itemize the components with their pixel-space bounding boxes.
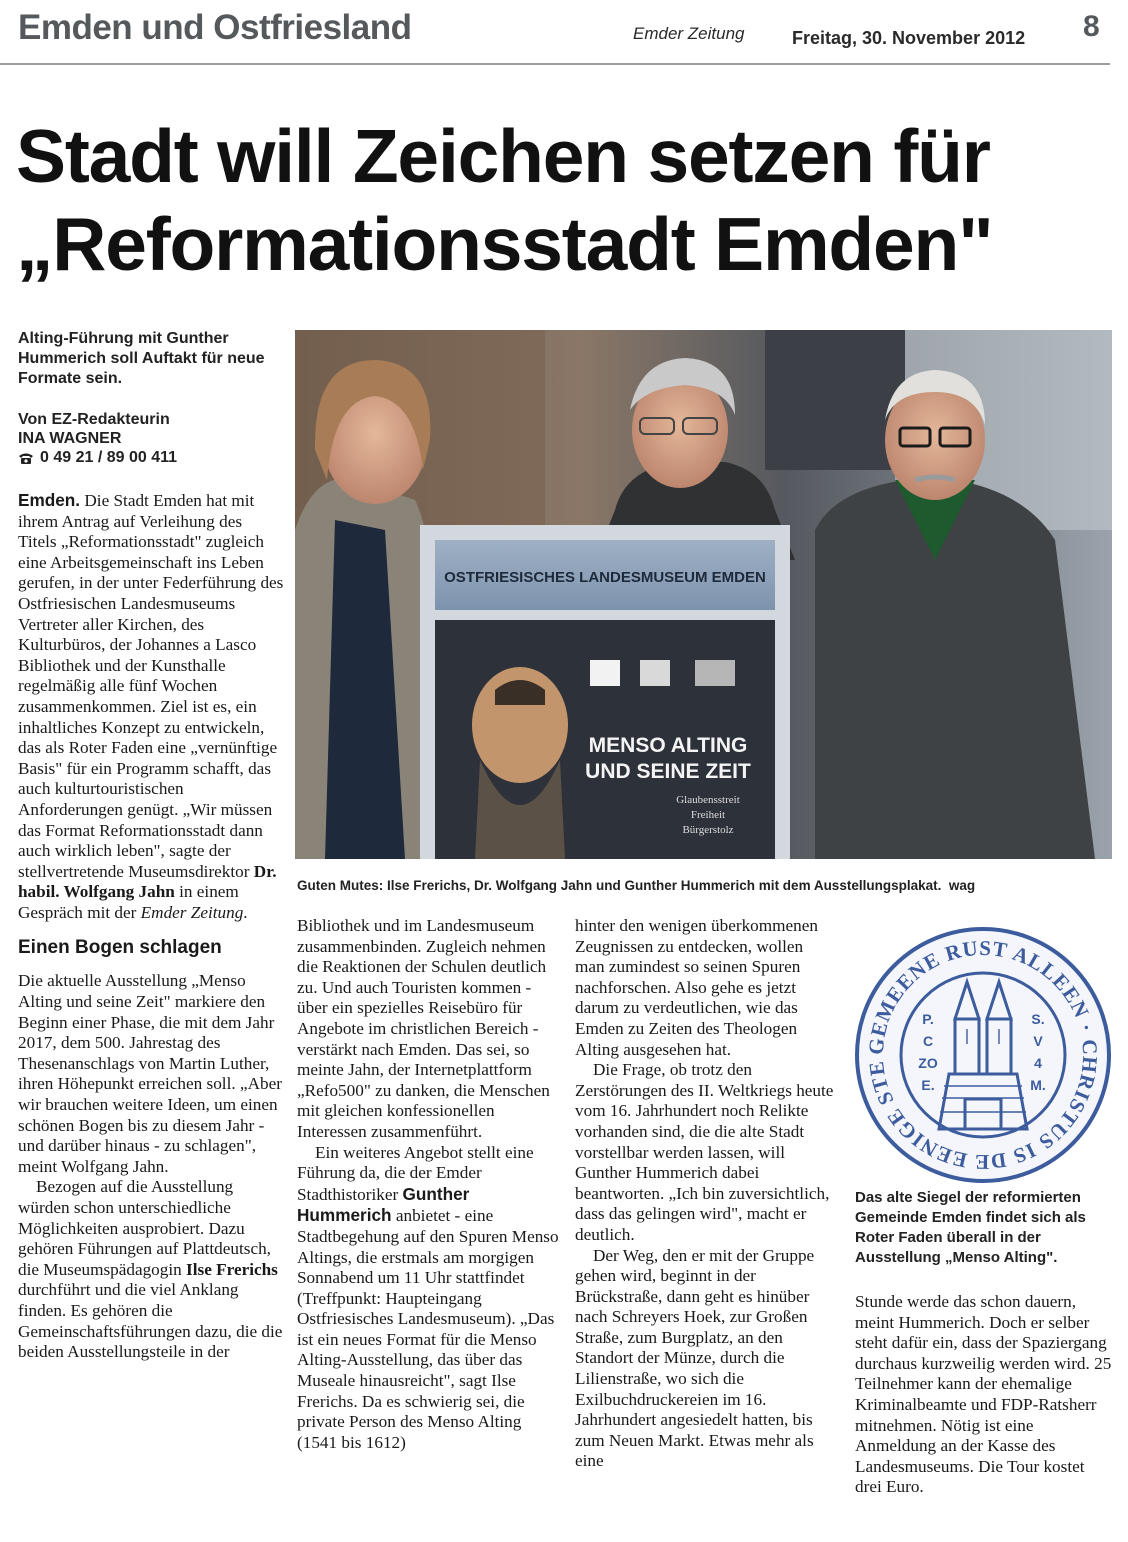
paragraph: Stunde werde das schon dauern, meint Hummerich. Doch er selber steht dafür ein, dass der Spaziergang durchaus kurzweilig werden wird. 25 Teilnehmer kann der ehemalige Kriminalbeamte und FDP-Ratsherr mitnehmen. Nötig ist eine Anmeldung an der Kasse des Landesmuseums. Die Tour kostet drei Euro. — [855, 1292, 1112, 1497]
text-run: anbietet - eine Stadtbegehung auf den Spuren Menso Altings, die erstmals am morgigen Sonnabend um 11 Uhr stattfindet (Treffpunkt: Haupteingang Ostfriesisches Landesmuseum). „Das ist ein neues Format für die Menso Alting-Ausstellung, das über das Museale hinausreicht", sagt Ilse Frerichs. Da es schwierig sei, die private Person des Menso Alting (1541 bis 1612) — [297, 1206, 559, 1452]
seal-letter: P. — [922, 1011, 934, 1027]
paragraph: Die Frage, ob trotz den Zerstörungen des II. Weltkriegs heute vom 16. Jahrhundert noch Relikte vorhanden sind, die die alte Stadt vorstellbar werden lassen, will Gunther Hummerich dabei beantworten. „Ich bin zuversichtlich, dass das gelingen wird", macht er deutlich. — [575, 1060, 834, 1244]
text-run: Die Stadt Emden hat mit ihrem Antrag auf Verleihung des Titels „Reformationsstadt" zugleich eine Arbeitsgemeinschaft ins Leben gerufen, in der unter Federführung des Ostfriesischen Landesmuseums Vertreter aller Kirchen, des Kulturbüros, der Johannes a Lasco Bibliothek und der Kunsthalle regelmäßig alle fünf Wochen zusammenkommen. Ziel ist es, ein inhaltliches Konzept zu entwickeln, das als Roter Faden eine „vernünftige Basis" für ein Programm schafft, das auch kulturtouristischen Anforderungen genügt. „Wir müssen das Format Reformationsstadt dann auch wirklich leben", sagte der stellvertretende Museumsdirektor — [18, 491, 284, 881]
article-column-2 — [297, 916, 559, 1453]
paragraph-intro — [18, 490, 284, 923]
paragraph — [297, 1143, 559, 1454]
byline-author: INA WAGNER — [18, 430, 122, 447]
paragraph: Der Weg, den er mit der Gruppe gehen wird, beginnt in der Brückstraße, dann geht es hinüber nach Schreyers Hoek, zur Großen Straße, zum Burgplatz, an den Standort der Münze, durch die Lilienstraße, wo sich die Exilbuchdruckereien im 16. Jahrhundert angesiedelt hatten, bis zum Neuen Markt. Etwas mehr als eine — [575, 1245, 815, 1471]
poster-title-1: MENSO ALTING — [588, 734, 748, 757]
seal-letter: C — [922, 1033, 934, 1049]
headline — [16, 112, 1116, 288]
page-header — [0, 0, 1128, 66]
header-rule — [0, 63, 1110, 65]
article-column-3 — [575, 916, 837, 1472]
seal-ring-text: GEMEENE RUST ALLEEN · CHRISTUS IS DE EENIGE STE — [863, 935, 1103, 1175]
byline-role: Von EZ-Redakteurin — [18, 411, 170, 428]
telephone-icon — [18, 452, 34, 464]
person-name: Ilse Frerichs — [186, 1259, 278, 1279]
article-column-1 — [18, 490, 284, 1363]
dateline: Emden. — [18, 490, 81, 510]
seal-letter: V — [1033, 1033, 1043, 1049]
photo-caption — [297, 878, 1117, 893]
page-number: 8 — [1083, 10, 1100, 43]
text-run: Bezogen auf die Ausstellung würden schon unterschiedliche Möglichkeiten ausprobiert. Dazu gehören Führungen auf Plattdeutsch, die Museumspädagogin — [18, 1177, 271, 1279]
issue-date: Freitag, 30. November 2012 — [792, 28, 1026, 48]
text-run: Ein weiteres Angebot stellt eine Führung da, die der Emder Stadthistoriker — [297, 1142, 534, 1204]
paragraph — [18, 1177, 284, 1362]
text-run: durchführt und die viel Anklang finden. Es gehören die Gemeinschaftsführungen dazu, die die beiden Ausstellungsteile in der — [18, 1280, 283, 1362]
headline-line-1: Stadt will Zeichen setzen für — [16, 114, 990, 198]
seal-letter: E. — [921, 1077, 935, 1093]
poster-title-2: UND SEINE ZEIT — [585, 760, 751, 783]
museum-sign-text: OSTFRIESISCHES LANDESMUSEUM EMDEN — [444, 569, 766, 586]
byline — [18, 410, 286, 467]
seal-letter: ZO — [918, 1055, 938, 1071]
seal-letter: M. — [1030, 1077, 1046, 1093]
seal-letter: S. — [1031, 1011, 1045, 1027]
section-title: Emden und Ostfriesland — [18, 8, 412, 47]
paragraph: Die aktuelle Ausstellung „Menso Alting und seine Zeit" markiere den Beginn einer Phase, die mit dem Jahr 2017, dem 500. Jahrestag des Thesenanschlags von Martin Luther, ihren Höhepunkt erreichen soll. „Aber wir brauchen weitere Ideen, um einen schönen Bogen bis zu diesem Jahr - und darüber hinaus - zu schlagen", meint Wolfgang Jahn. — [18, 971, 282, 1176]
poster-subtitle-3: Bürgerstolz — [682, 824, 734, 836]
byline-phone — [18, 448, 286, 467]
poster-subtitle-1: Glaubensstreit — [676, 794, 740, 806]
kicker: Alting-Führung mit Gunther Hummerich soll Auftakt für neue Formate sein. — [18, 330, 265, 387]
text-run: in einem Gespräch mit der — [18, 882, 239, 922]
paragraph: Bibliothek und im Landesmuseum zusammenbinden. Zugleich nehmen die Reaktionen der Schulen deutlich zu. Und auch Touristen kommen - über ein spezielles Reisebüro für Angebote im christlichen Bereich - verstärkt nach Emden. Das sei, so meinte Jahn, der Internetplattform „Refo500" zu danken, die Menschen mit gleichen konfessionellen Interessen zusammenführt. — [297, 916, 550, 1141]
newspaper-reference: Emder Zeitung — [140, 902, 244, 922]
article-photo — [295, 330, 1112, 859]
text-run: . — [243, 902, 248, 922]
photo-caption-text: Guten Mutes: Ilse Frerichs, Dr. Wolfgang Jahn und Gunther Hummerich mit dem Ausstellungsplakat. — [297, 878, 942, 893]
photo-credit: wag — [948, 878, 976, 893]
paragraph: hinter den wenigen überkommenen Zeugnissen zu entdecken, wollen man zumindest so seinen Spuren nachforschen. Also gehe es jetzt darum zu verdeutlichen, wie das Emden zu Zeiten des Theologen Alting ausgesehen hat. — [575, 916, 818, 1059]
poster-subtitle-2: Freiheit — [690, 809, 726, 821]
person-name: Gunther Hummerich — [297, 1183, 470, 1226]
church-seal — [852, 924, 1114, 1186]
subheading: Einen Bogen schlagen — [18, 937, 222, 959]
seal-letter: 4 — [1034, 1055, 1042, 1071]
phone-number: 0 49 21 / 89 00 411 — [40, 449, 178, 466]
seal-caption: Das alte Siegel der reformierten Gemeinde Emden findet sich als Roter Faden überall in der Ausstellung „Menso Alting". — [855, 1189, 1086, 1266]
headline-line-2: „Reformationsstadt Emden" — [16, 202, 993, 286]
newspaper-name: Emder Zeitung — [633, 24, 745, 43]
article-column-4 — [855, 1292, 1113, 1498]
person-name: Dr. habil. Wolfgang Jahn — [18, 861, 277, 902]
